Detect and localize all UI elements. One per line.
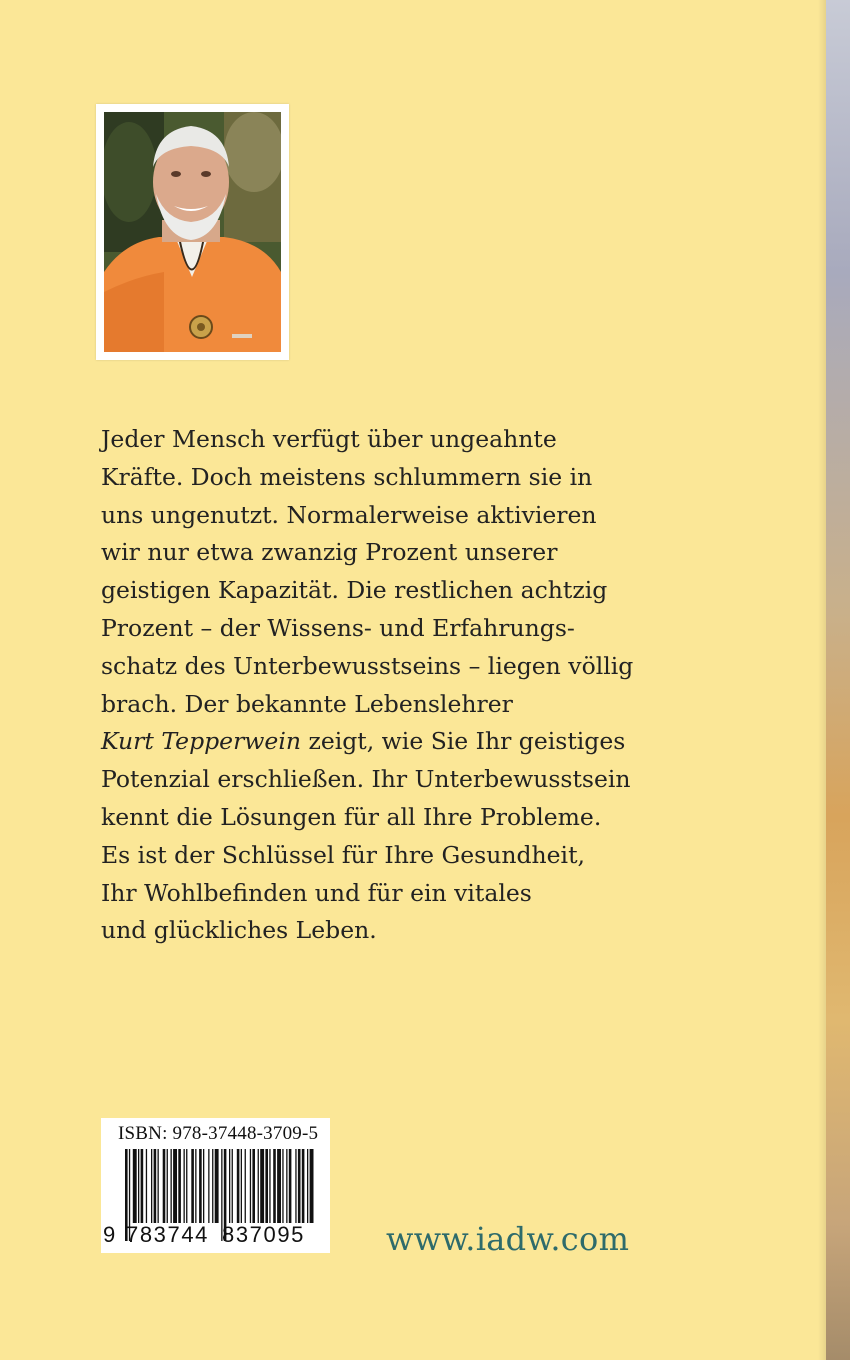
author-photo xyxy=(104,112,281,352)
barcode-digits-right: 837095 xyxy=(222,1222,306,1247)
website-url[interactable]: www.iadw.com xyxy=(386,1220,630,1258)
barcode-bar xyxy=(302,1149,305,1223)
description-line: Potenzial erschließen. Ihr Unterbewusstsein xyxy=(101,765,631,794)
barcode-bar xyxy=(277,1149,281,1223)
author-line-rest: zeigt, wie Sie Ihr geistiges xyxy=(300,727,626,756)
cover-edge-strip xyxy=(826,0,850,1360)
barcode-bar xyxy=(173,1149,177,1223)
description-line: geistigen Kapazität. Die restlichen achtzig xyxy=(101,576,608,605)
description-line: wir nur etwa zwanzig Prozent unserer xyxy=(101,538,558,567)
description-line: schatz des Unterbewusstseins – liegen völlig xyxy=(101,651,634,680)
description-line: uns ungenutzt. Normalerweise aktivieren xyxy=(101,500,597,529)
isbn-label: ISBN: 978-37448-3709-5 xyxy=(118,1123,319,1144)
barcode-bar xyxy=(171,1149,172,1223)
barcode-bar xyxy=(237,1149,240,1223)
barcode-bar xyxy=(191,1149,194,1223)
description-line: Ihr Wohlbefinden und für ein vitales xyxy=(101,878,532,907)
barcode-bar xyxy=(133,1149,137,1223)
description-line: und glückliches Leben. xyxy=(101,916,377,945)
barcode-bar xyxy=(167,1149,168,1223)
barcode-bar xyxy=(158,1149,159,1223)
barcode-digit-first: 9 xyxy=(103,1222,116,1247)
barcode-bar xyxy=(241,1149,242,1223)
barcode-bar xyxy=(258,1149,259,1223)
barcode-digits-left: 783744 xyxy=(126,1222,210,1247)
barcode-bar xyxy=(146,1149,147,1223)
barcode-bar xyxy=(260,1149,264,1223)
barcode-bar xyxy=(229,1149,230,1223)
book-description xyxy=(101,421,661,950)
author-name: Kurt Tepperwein xyxy=(101,727,301,756)
barcode-bar xyxy=(154,1149,157,1223)
barcode-bar xyxy=(151,1149,152,1223)
barcode-bar xyxy=(307,1149,308,1223)
barcode-bar xyxy=(212,1149,213,1223)
barcode-bar xyxy=(138,1149,139,1223)
barcode-bar xyxy=(163,1149,166,1223)
barcode-bar xyxy=(199,1149,202,1223)
description-line: brach. Der bekannte Lebenslehrer xyxy=(101,689,513,718)
barcode-bar xyxy=(195,1149,196,1223)
barcode-bar xyxy=(184,1149,185,1223)
barcode-bar xyxy=(178,1149,181,1223)
barcode-bar xyxy=(186,1149,187,1223)
description-line: Kräfte. Doch meistens schlummern sie in xyxy=(101,462,593,491)
barcode-bar xyxy=(250,1149,251,1223)
barcode-bar xyxy=(215,1149,219,1223)
barcode-bar xyxy=(208,1149,209,1223)
author-photo-frame xyxy=(96,104,289,360)
barcode-bar xyxy=(203,1149,204,1223)
description-line: Jeder Mensch verfügt über ungeahnte xyxy=(101,425,557,453)
barcode-bar xyxy=(245,1149,246,1223)
description-line: kennt die Lösungen für all Ihre Probleme. xyxy=(101,802,602,831)
barcode-bar xyxy=(289,1149,292,1223)
barcode-bar xyxy=(282,1149,283,1223)
description-line: Es ist der Schlüssel für Ihre Gesundheit, xyxy=(101,840,585,869)
barcode-bar xyxy=(269,1149,270,1223)
barcode-bar xyxy=(141,1149,144,1223)
barcode-bar xyxy=(295,1149,296,1223)
barcode-bar xyxy=(310,1149,314,1223)
barcode-bar xyxy=(273,1149,276,1223)
description-line-author xyxy=(101,723,661,761)
barcode-bar xyxy=(286,1149,287,1223)
barcode-bar xyxy=(252,1149,255,1223)
description-line: Prozent – der Wissens- und Erfahrungs- xyxy=(101,613,575,642)
barcode-bar xyxy=(265,1149,268,1223)
barcode-bar xyxy=(298,1149,301,1223)
barcode-bar xyxy=(232,1149,233,1223)
